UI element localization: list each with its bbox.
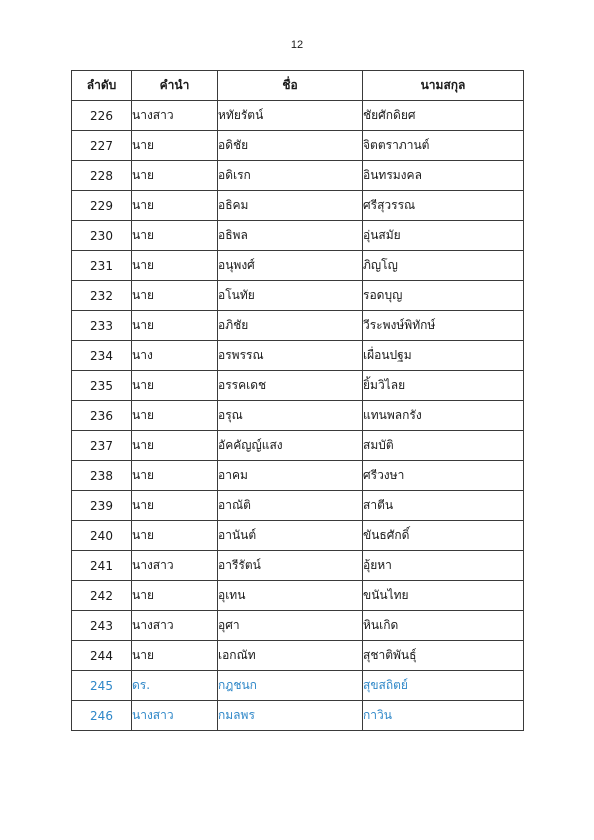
table-row	[72, 431, 524, 461]
table-row	[72, 641, 524, 671]
cell-surname: ศรีสุวรรณ	[363, 191, 524, 221]
cell-surname: สาตีน	[363, 491, 524, 521]
cell-surname: ขันธศักดิ์	[363, 521, 524, 551]
cell-surname: ศรีวงษา	[363, 461, 524, 491]
cell-order: 226	[72, 101, 132, 131]
cell-order: 245	[72, 671, 132, 701]
cell-order: 235	[72, 371, 132, 401]
header-surname: นามสกุล	[363, 71, 524, 101]
cell-title: นาย	[132, 251, 218, 281]
cell-title: นาย	[132, 401, 218, 431]
table-row	[72, 251, 524, 281]
cell-title: นาย	[132, 161, 218, 191]
cell-first-name: อภิชัย	[218, 311, 363, 341]
table-row	[72, 191, 524, 221]
table-row	[72, 521, 524, 551]
cell-surname: รอดบุญ	[363, 281, 524, 311]
cell-title: นางสาว	[132, 701, 218, 731]
cell-title: นาย	[132, 431, 218, 461]
cell-surname: กาวิน	[363, 701, 524, 731]
cell-surname: สุชาติพันธุ์	[363, 641, 524, 671]
cell-first-name: อัคคัญญ์แสง	[218, 431, 363, 461]
cell-surname: วีระพงษ์พิทักษ์	[363, 311, 524, 341]
table-row	[72, 101, 524, 131]
cell-first-name: อรพรรณ	[218, 341, 363, 371]
cell-first-name: อุศา	[218, 611, 363, 641]
cell-first-name: อานันต์	[218, 521, 363, 551]
cell-order: 246	[72, 701, 132, 731]
cell-surname: สุขสถิตย์	[363, 671, 524, 701]
cell-order: 239	[72, 491, 132, 521]
cell-first-name: อุเทน	[218, 581, 363, 611]
cell-title: นาย	[132, 281, 218, 311]
cell-first-name: อรรคเดช	[218, 371, 363, 401]
cell-title: นาย	[132, 191, 218, 221]
table-row	[72, 311, 524, 341]
cell-order: 237	[72, 431, 132, 461]
table-row	[72, 671, 524, 701]
cell-title: นาย	[132, 461, 218, 491]
cell-first-name: อธิคม	[218, 191, 363, 221]
cell-surname: อุ้ยหา	[363, 551, 524, 581]
cell-title: นาย	[132, 371, 218, 401]
cell-order: 230	[72, 221, 132, 251]
table-row	[72, 491, 524, 521]
cell-surname: ชัยศักดิยศ	[363, 101, 524, 131]
cell-first-name: อาคม	[218, 461, 363, 491]
cell-first-name: อโนทัย	[218, 281, 363, 311]
table-row	[72, 341, 524, 371]
cell-surname: เผื่อนปฐม	[363, 341, 524, 371]
cell-surname: ยิ้มวิไลย	[363, 371, 524, 401]
cell-title: นางสาว	[132, 551, 218, 581]
cell-title: นางสาว	[132, 611, 218, 641]
table-row	[72, 611, 524, 641]
header-title: คำนำ	[132, 71, 218, 101]
cell-first-name: อรุณ	[218, 401, 363, 431]
table-row	[72, 221, 524, 251]
cell-first-name: อดิชัย	[218, 131, 363, 161]
cell-first-name: เอกณัท	[218, 641, 363, 671]
cell-surname: จิตตราภานต์	[363, 131, 524, 161]
cell-order: 234	[72, 341, 132, 371]
header-order: ลำดับ	[72, 71, 132, 101]
table-row	[72, 401, 524, 431]
cell-first-name: อนุพงศ์	[218, 251, 363, 281]
cell-title: นางสาว	[132, 101, 218, 131]
name-list-table	[71, 70, 524, 731]
cell-order: 236	[72, 401, 132, 431]
header-first-name: ชื่อ	[218, 71, 363, 101]
cell-surname: หินเกิด	[363, 611, 524, 641]
table-body	[72, 101, 524, 731]
cell-first-name: หทัยรัตน์	[218, 101, 363, 131]
cell-title: ดร.	[132, 671, 218, 701]
table-header-row	[72, 71, 524, 101]
cell-surname: สมบัติ	[363, 431, 524, 461]
cell-order: 244	[72, 641, 132, 671]
table-row	[72, 701, 524, 731]
cell-title: นาย	[132, 581, 218, 611]
cell-order: 232	[72, 281, 132, 311]
cell-surname: แทนพลกรัง	[363, 401, 524, 431]
cell-surname: อินทรมงคล	[363, 161, 524, 191]
cell-order: 227	[72, 131, 132, 161]
cell-order: 229	[72, 191, 132, 221]
cell-title: นาย	[132, 221, 218, 251]
page-number: 12	[290, 39, 304, 51]
cell-surname: อุ่นสมัย	[363, 221, 524, 251]
table-row	[72, 131, 524, 161]
table-row	[72, 281, 524, 311]
cell-first-name: กมลพร	[218, 701, 363, 731]
cell-title: นาย	[132, 641, 218, 671]
cell-title: นาย	[132, 311, 218, 341]
cell-order: 241	[72, 551, 132, 581]
cell-order: 231	[72, 251, 132, 281]
cell-first-name: อธิพล	[218, 221, 363, 251]
cell-title: นาย	[132, 491, 218, 521]
cell-order: 228	[72, 161, 132, 191]
cell-surname: ภิญโญ	[363, 251, 524, 281]
table-row	[72, 461, 524, 491]
cell-order: 238	[72, 461, 132, 491]
cell-order: 242	[72, 581, 132, 611]
cell-order: 233	[72, 311, 132, 341]
cell-title: นาย	[132, 521, 218, 551]
cell-order: 240	[72, 521, 132, 551]
cell-title: นาง	[132, 341, 218, 371]
cell-first-name: อาณัติ	[218, 491, 363, 521]
cell-order: 243	[72, 611, 132, 641]
table-row	[72, 161, 524, 191]
table-row	[72, 371, 524, 401]
table-row	[72, 581, 524, 611]
table-row	[72, 551, 524, 581]
cell-first-name: อารีรัตน์	[218, 551, 363, 581]
cell-title: นาย	[132, 131, 218, 161]
cell-first-name: อดิเรก	[218, 161, 363, 191]
cell-first-name: กฎชนก	[218, 671, 363, 701]
cell-surname: ขนันไทย	[363, 581, 524, 611]
